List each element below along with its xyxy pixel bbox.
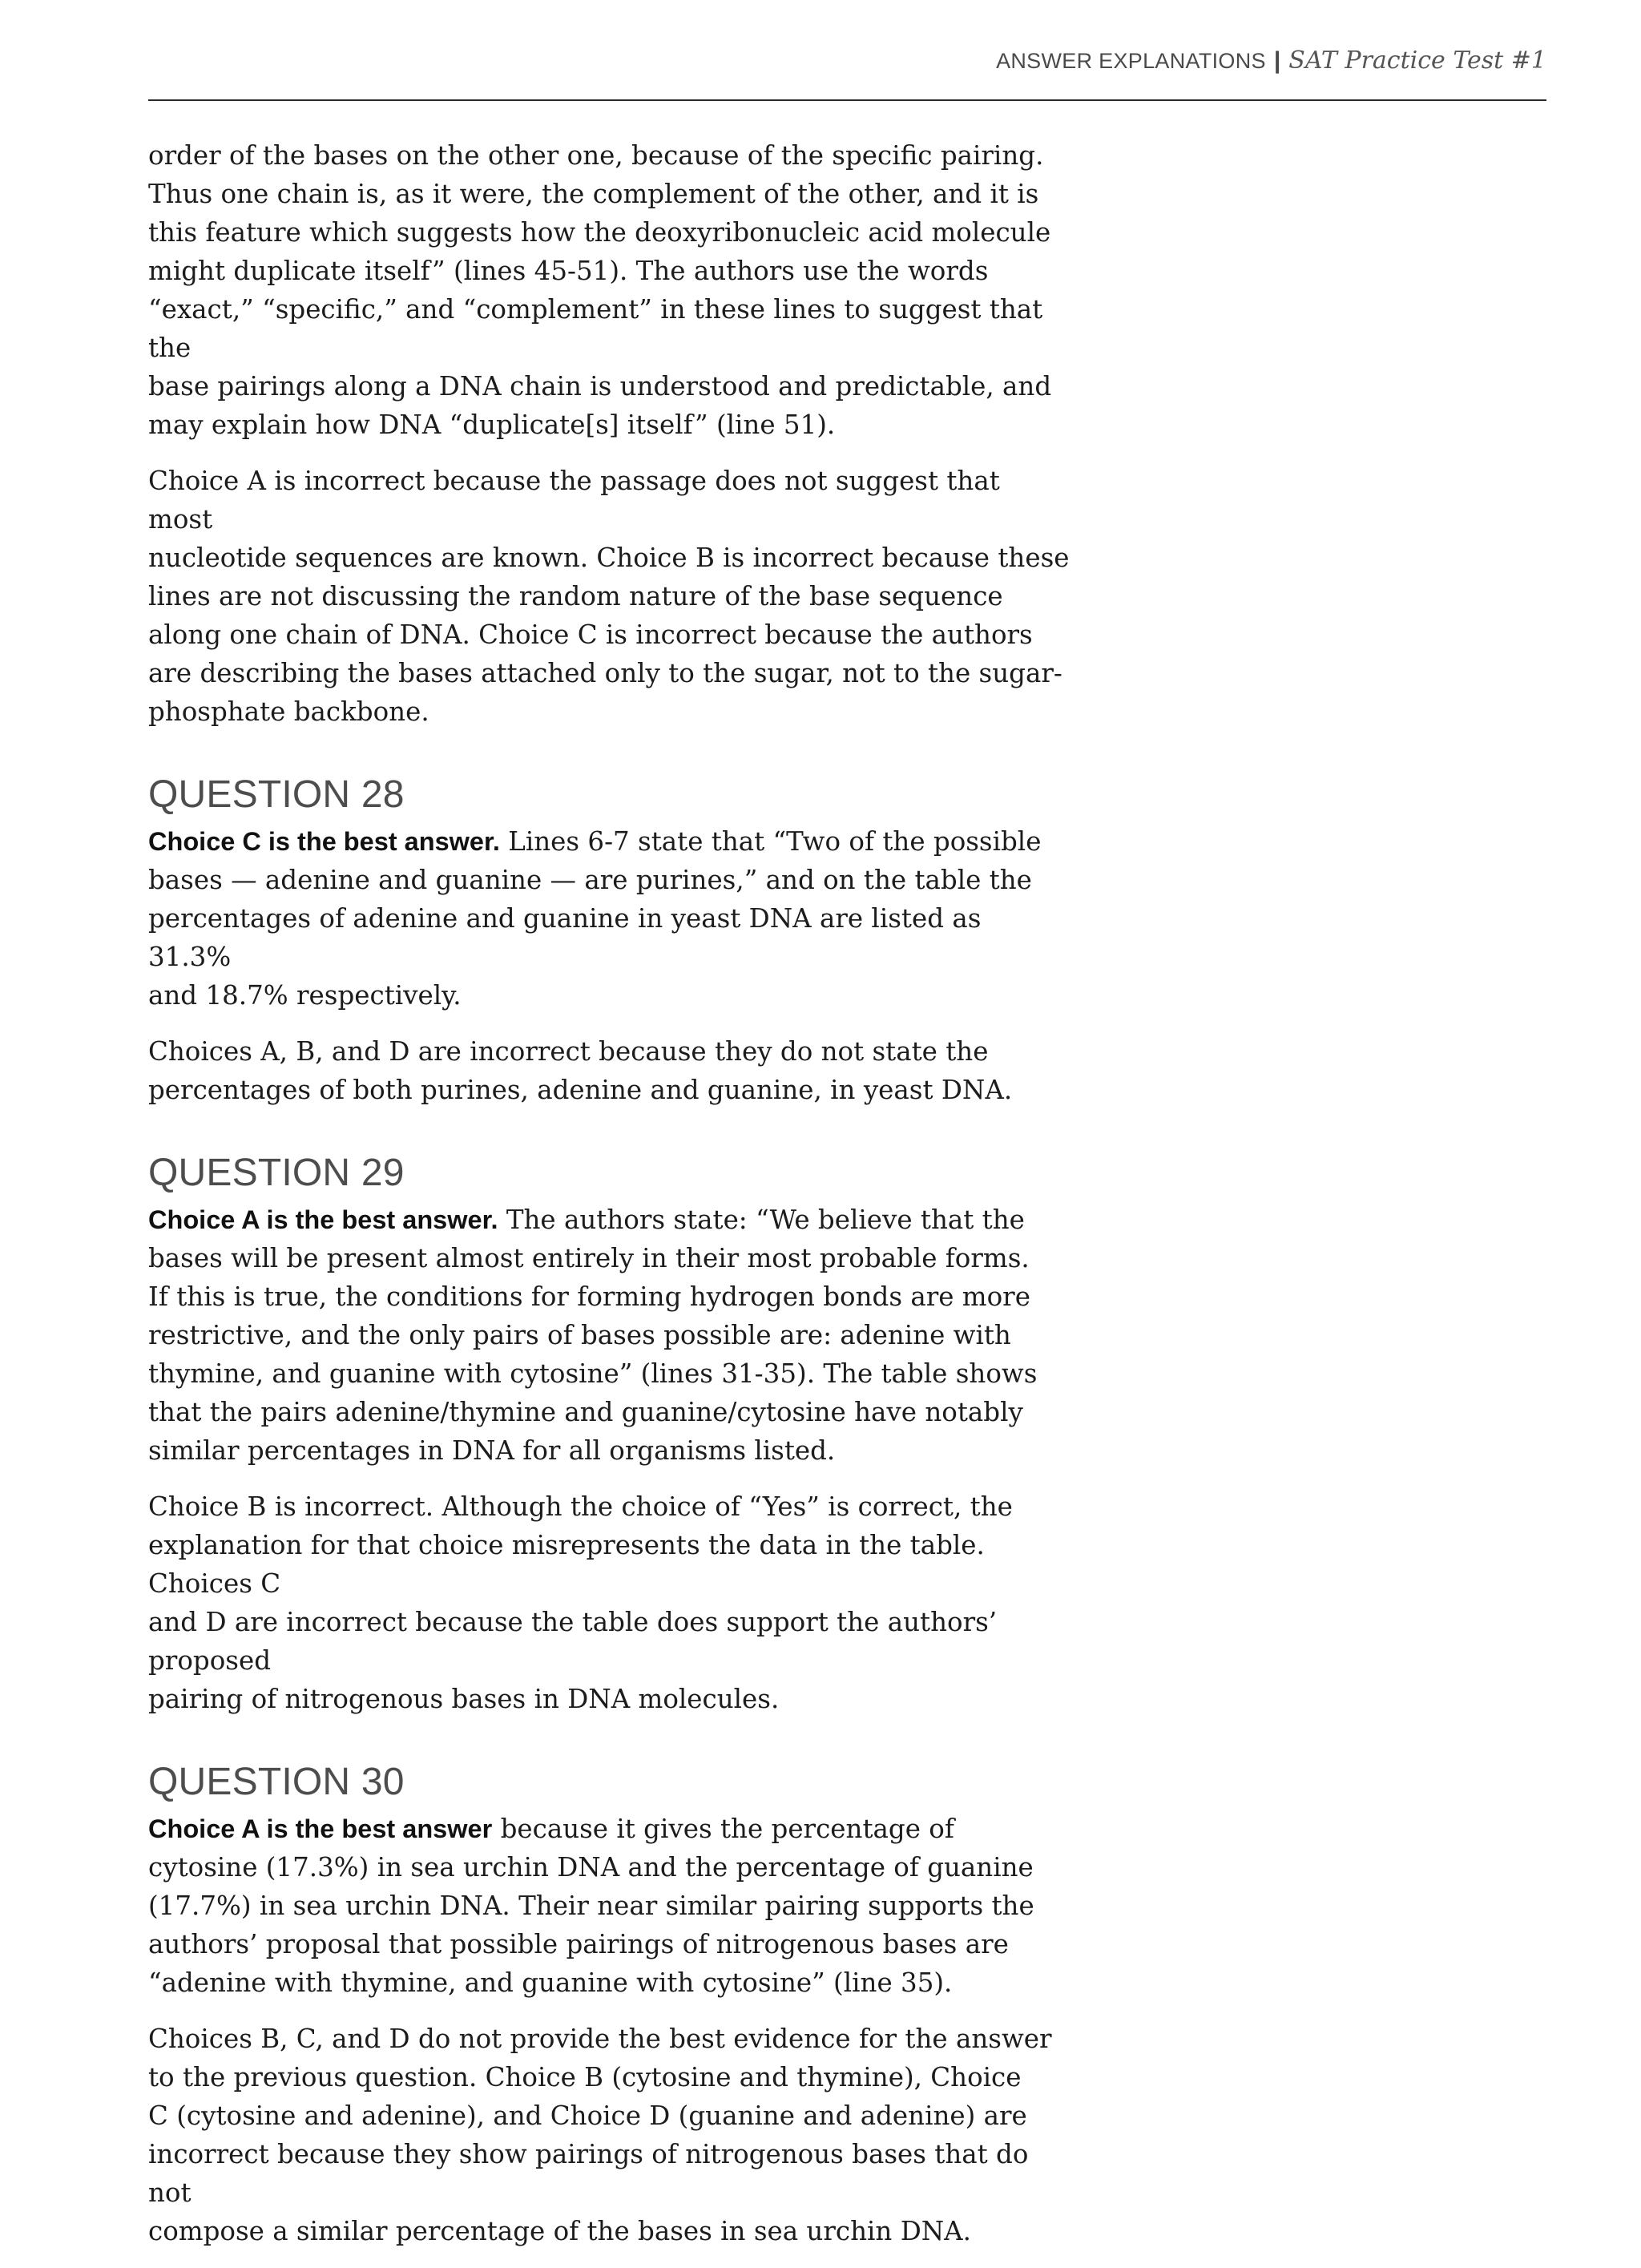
- running-header-text: [996, 46, 1546, 75]
- incorrect-choices-paragraph: Choice A is incorrect because the passage does not suggest that most nucleotide sequences are known. Choice B is incorrect because these lines are not discussing the random nature of the base sequence along one chain of DNA. Choice C is incorrect because the authors are describing the bases attached only to the sugar, not to the sugar- phosphate backbone.: [148, 466, 1070, 727]
- best-answer-explanation: Lines 6-7 state that “Two of the possible bases — adenine and guanine — are purines,” and on the table the percentages of adenine and guanine in yeast DNA are listed as 31.3% and 18.7% respectively.: [148, 826, 1042, 1011]
- question-heading: QUESTION 28: [148, 773, 405, 816]
- running-header-separator: |: [1273, 47, 1281, 74]
- question-30-section: [148, 1760, 1070, 2250]
- question-28-section: [148, 773, 1070, 1109]
- page-content: [148, 136, 1070, 2268]
- best-answer-paragraph: [148, 822, 1070, 1015]
- best-answer-lead: Choice C is the best answer.: [148, 827, 500, 856]
- running-header: [148, 42, 1546, 101]
- best-answer-lead: Choice A is the best answer.: [148, 1205, 498, 1234]
- incorrect-choices-paragraph: Choices B, C, and D do not provide the best evidence for the answer to the previous question. Choice B (cytosine and thymine), Choice C (cytosine and adenine), and Choice D (guanine and adenine) are incorrect because they show pairings of nitrogenous bases that do not compose a similar percentage of the bases in sea urchin DNA.: [148, 2024, 1052, 2246]
- best-answer-paragraph: [148, 1810, 1070, 2002]
- incorrect-choices-paragraph: Choices A, B, and D are incorrect because they do not state the percentages of both purines, adenine and guanine, in yeast DNA.: [148, 1036, 1013, 1105]
- continued-paragraph: order of the bases on the other one, because of the specific pairing. Thus one chain is, as it were, the complement of the other, and it is this feature which suggests how the deoxyribonucleic acid molecule might duplicate itself” (lines 45-51). The authors use the words “exact,” “specific,” and “complement” in these lines to suggest that the base pairings along a DNA chain is understood and predictable, and may explain how DNA “duplicate[s] itself” (line 51).: [148, 140, 1052, 440]
- running-header-section: ANSWER EXPLANATIONS: [996, 49, 1266, 73]
- best-answer-explanation: The authors state: “We believe that the bases will be present almost entirely in their most probable forms. If this is true, the conditions for forming hydrogen bonds are more restrictive, and the only pairs of bases possible are: adenine with thymine, and guanine with cytosine” (lines 31-35). The table shows that the pairs adenine/thymine and guanine/cytosine have notably similar percentages in DNA for all organisms listed.: [148, 1205, 1038, 1466]
- best-answer-lead: Choice A is the best answer: [148, 1814, 493, 1843]
- best-answer-explanation: because it gives the percentage of cytosine (17.3%) in sea urchin DNA and the percentage of guanine (17.7%) in sea urchin DNA. Their near similar pairing supports the authors’ proposal that possible pairings of nitrogenous bases are “adenine with thymine, and guanine with cytosine” (line 35).: [148, 1814, 1034, 1998]
- question-heading: QUESTION 30: [148, 1761, 405, 1803]
- question-29-section: [148, 1151, 1070, 1718]
- question-heading: QUESTION 29: [148, 1152, 405, 1194]
- running-header-test-name: SAT Practice Test #1: [1288, 46, 1546, 75]
- best-answer-paragraph: [148, 1201, 1070, 1470]
- incorrect-choices-paragraph: Choice B is incorrect. Although the choice of “Yes” is correct, the explanation for that choice misrepresents the data in the table. Choices C and D are incorrect because the table does support the authors’ proposed pairing of nitrogenous bases in DNA molecules.: [148, 1491, 1013, 1714]
